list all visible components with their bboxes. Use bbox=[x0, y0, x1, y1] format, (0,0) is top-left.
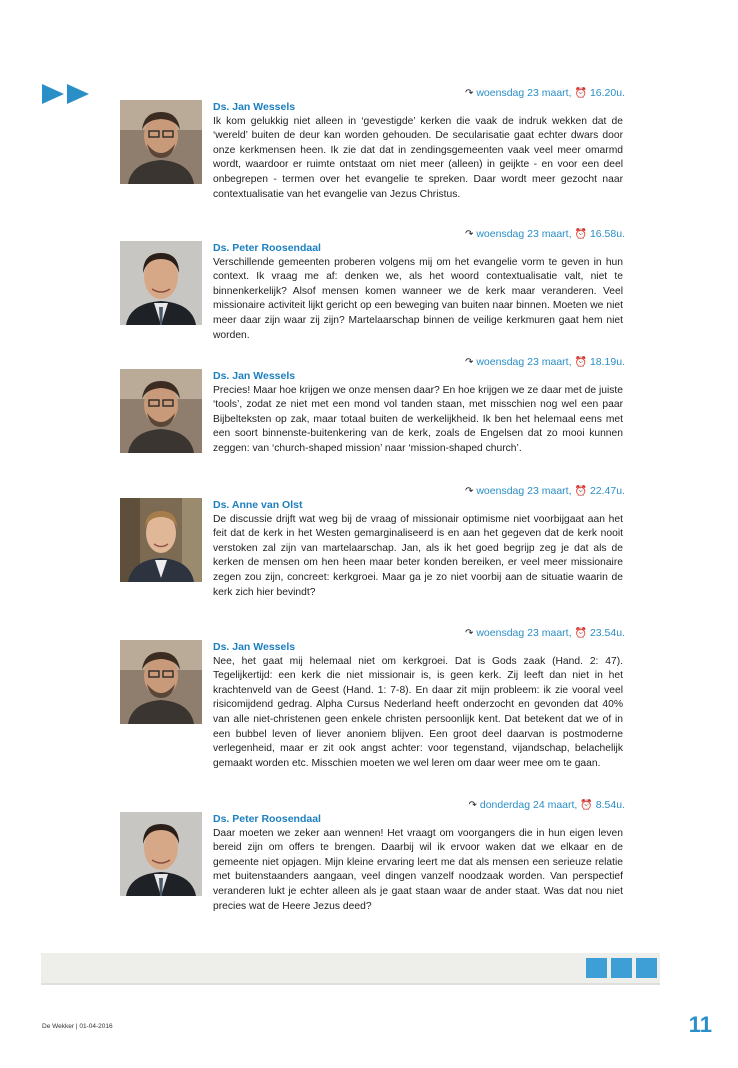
alarm-clock-icon: ⏰ bbox=[574, 485, 587, 497]
message-text: De discussie drijft wat weg bij de vraag of missionair optimisme niet voorbijgaat aan het feit dat de kerk in het Westen gemarginaliseerd is en aan het gegeven dat de kerk nooit verstoken zal zijn van martelaarschap. Jan, als ik het goed begrijp zeg je dat als de kerken de mensen om hen heen maar beter konden bereiken, er veel meer missionaire zegen zou zijn, concreet: kerkgroei. Maar ga je zo niet voorbij aan de situatie waarin de kerk zich hier bevindt? bbox=[213, 513, 623, 598]
message-date: donderdag 24 maart, bbox=[479, 799, 578, 811]
reply-arrow-icon: ↷ bbox=[468, 799, 477, 811]
message-meta bbox=[465, 355, 625, 369]
page-number: 11 bbox=[688, 1012, 712, 1037]
chat-message bbox=[120, 86, 625, 206]
message-date: woensdag 23 maart, bbox=[476, 228, 572, 240]
chat-message bbox=[120, 484, 625, 604]
message-text: Precies! Maar hoe krijgen we onze mensen daar? En hoe krijgen we ze daar met de juiste ‘tools’, zodat ze niet met een mond vol tanden staan, met misschien nog wel een paar Bijbelteksten op zak, maar totaal buiten de werkelijkheid. Ik ben het helemaal eens met een soort binnenste-buitenkering van de kerk, zoals de Engelsen dat zo mooi kunnen zeggen: van ‘church-shaped mission’ naar ‘mission-shaped church’. bbox=[213, 384, 623, 454]
double-arrow-icon bbox=[42, 84, 92, 104]
message-text: Ik kom gelukkig niet alleen in ‘gevestigde’ kerken die vaak de indruk wekken dat de ‘wereld’ buiten de deur kan worden gehouden. De secularisatie gaat echter dwars door onze kerkmensen heen. Ik zie dat dat in zendingsgemeenten vaak veel meer omarmd wordt, waardoor er ruimte ontstaat om niet meer (alleen) in geijkte - en voor een deel onbegrepen - termen over het evangelie te spreken. Daar wordt meer gezocht naar contextualisatie van het evangelie van Jezus Christus. bbox=[213, 115, 623, 200]
author-name: Ds. Peter Roosendaal bbox=[213, 813, 321, 825]
chat-message bbox=[120, 798, 625, 918]
author-name: Ds. Jan Wessels bbox=[213, 101, 296, 113]
chat-message bbox=[120, 626, 625, 776]
author-name: Ds. Anne van Olst bbox=[213, 499, 303, 511]
message-date: woensdag 23 maart, bbox=[476, 356, 572, 368]
footer-bar bbox=[41, 953, 660, 985]
message-time: 18.19u. bbox=[589, 356, 625, 368]
message-meta bbox=[465, 227, 625, 241]
author-name: Ds. Jan Wessels bbox=[213, 641, 296, 653]
chat-message bbox=[120, 227, 625, 341]
message-date: woensdag 23 maart, bbox=[476, 87, 572, 99]
message-text: Daar moeten we zeker aan wennen! Het vraagt om voorgangers die in hun eigen leven bereid zijn om offers te brengen. Daarbij wil ik ervoor waken dat we elkaar en de gemeente niet opjagen. Mijn kleine ervaring leert me dat als mensen een serieuze relatie met buitenstaanders aangaan, veel dingen vanzelf noodzaak worden. Van perspectief veranderen lukt je echter alleen als je gaat staan waar de ander staat. Was dat nou niet precies wat de Heere Jezus deed? bbox=[213, 827, 623, 912]
message-text: Nee, het gaat mij helemaal niet om kerkgroei. Dat is Gods zaak (Hand. 2: 47). Tegelijkertijd: een kerk die niet missionair is, is geen kerk. Zij leeft dan niet in het krachtenveld van de Geest (Hand. 1: 7-8). En daar zit mijn probleem: ik zie vooral veel risicomijdend gedrag. Alpha Cursus Nederland heeft onderzocht en gevonden dat 40% van alle niet-christenen geen enkele christen persoonlijk kent. Dat betekent dat we of in een bubbel leven of liever anoniem blijven. Een groot deel daarvan is postmoderne verlegenheid, maar er zit ook angst achter: voor tegenstand, vijandschap, belachelijk gemaakt worden etc. Misschien moeten we wel leren om daar weer mee om te gaan. bbox=[213, 655, 623, 769]
message-date: woensdag 23 maart, bbox=[476, 485, 572, 497]
message-time: 16.58u. bbox=[589, 228, 625, 240]
reply-arrow-icon: ↷ bbox=[464, 356, 474, 368]
message-date: woensdag 23 maart, bbox=[476, 627, 572, 639]
message-text: Verschillende gemeenten proberen volgens mij om het evangelie vorm te geven in hun context. Ik vraag me af: denken we, als het woord contextualisatie valt, niet te binnenkerkelijk? Alsof mensen komen wanneer we de kerk maar veranderen. Veel missionaire activiteit lijkt gericht op een beweging van buiten naar binnen. Moeten we niet meer daar zijn waar zij zijn? Martelaarschap binnen de veilige kerkmuren gaat hem niet worden. bbox=[213, 256, 623, 341]
reply-arrow-icon: ↷ bbox=[464, 87, 474, 99]
reply-arrow-icon: ↷ bbox=[464, 627, 474, 639]
message-time: 8.54u. bbox=[595, 799, 625, 811]
alarm-clock-icon: ⏰ bbox=[574, 87, 587, 99]
avatar bbox=[120, 812, 202, 896]
alarm-clock-icon: ⏰ bbox=[574, 228, 587, 240]
message-meta bbox=[465, 484, 625, 498]
message-time: 16.20u. bbox=[589, 87, 625, 99]
avatar bbox=[120, 241, 202, 325]
blue-square bbox=[586, 958, 607, 978]
reply-arrow-icon: ↷ bbox=[464, 485, 474, 497]
blue-square bbox=[636, 958, 657, 978]
alarm-clock-icon: ⏰ bbox=[574, 627, 587, 639]
blue-square bbox=[611, 958, 632, 978]
avatar bbox=[120, 369, 202, 453]
author-name: Ds. Jan Wessels bbox=[213, 370, 296, 382]
avatar bbox=[120, 498, 202, 582]
reply-arrow-icon: ↷ bbox=[464, 228, 474, 240]
avatar bbox=[120, 100, 202, 184]
alarm-clock-icon: ⏰ bbox=[574, 356, 587, 368]
message-meta bbox=[465, 626, 625, 640]
avatar bbox=[120, 640, 202, 724]
message-meta bbox=[468, 798, 625, 812]
message-time: 22.47u. bbox=[589, 485, 625, 497]
message-meta bbox=[465, 86, 625, 100]
chat-message bbox=[120, 355, 625, 465]
alarm-clock-icon: ⏰ bbox=[580, 799, 593, 811]
message-time: 23.54u. bbox=[589, 627, 625, 639]
publication-info: De Wekker | 01-04-2016 bbox=[42, 1023, 113, 1030]
author-name: Ds. Peter Roosendaal bbox=[213, 242, 321, 254]
